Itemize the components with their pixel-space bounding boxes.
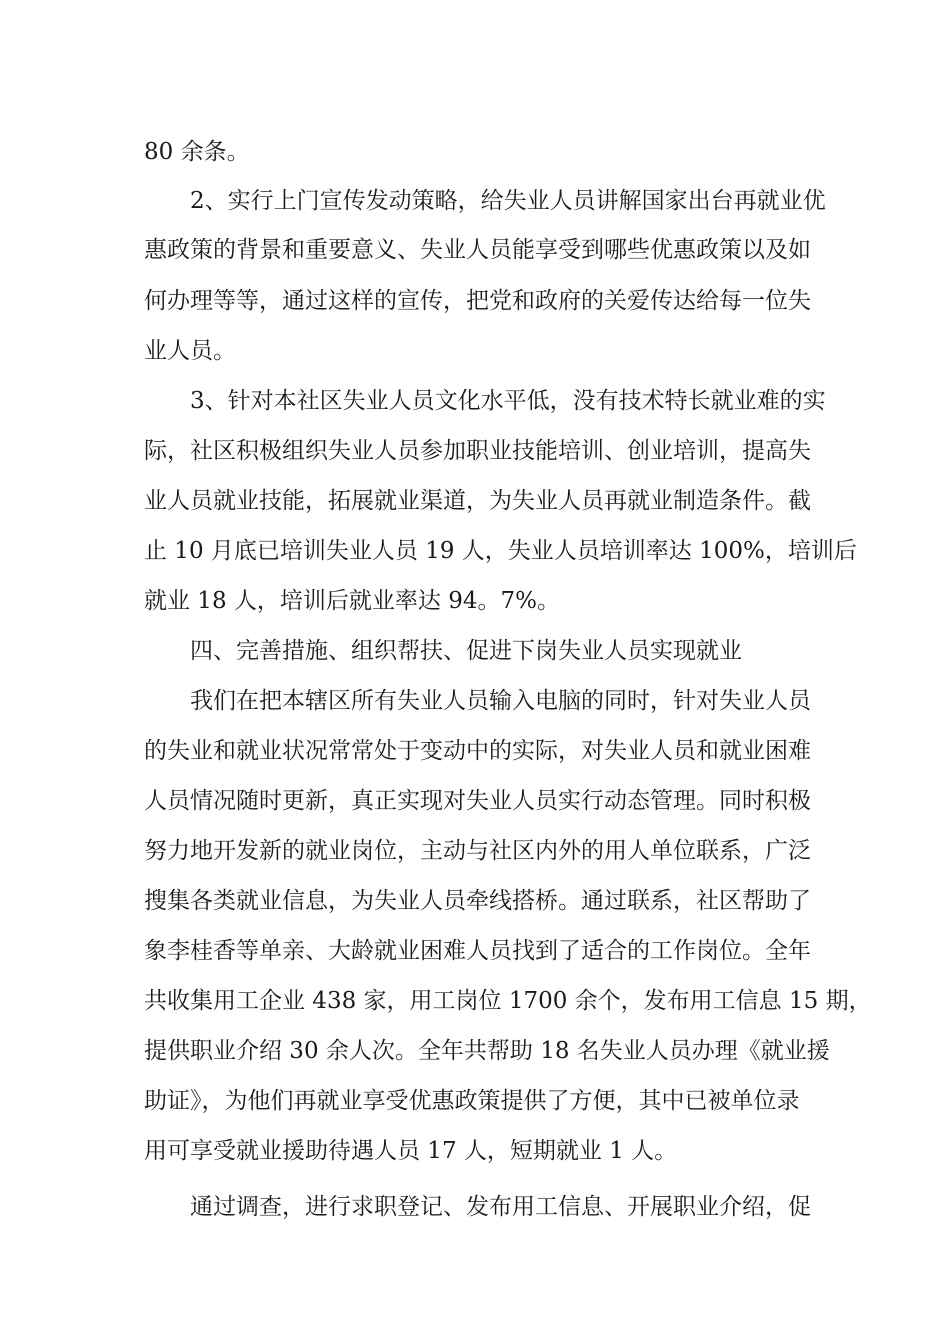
text-line: 业人员就业技能，拓展就业渠道，为失业人员再就业制造条件。截 bbox=[144, 488, 811, 514]
text-line: 何办理等等，通过这样的宣传，把党和政府的关爱传达给每一位失 bbox=[144, 288, 811, 314]
text-line: 人员情况随时更新，真正实现对失业人员实行动态管理。同时积极 bbox=[144, 788, 811, 814]
text-line: 提供职业介绍 30 余人次。全年共帮助 18 名失业人员办理《就业援 bbox=[144, 1038, 830, 1064]
text-line: 共收集用工企业 438 家，用工岗位 1700 余个，发布用工信息 15 期， bbox=[144, 988, 872, 1014]
text-line: 助证》，为他们再就业享受优惠政策提供了方便，其中已被单位录 bbox=[144, 1088, 800, 1114]
text-line: 惠政策的背景和重要意义、失业人员能享受到哪些优惠政策以及如 bbox=[144, 237, 811, 263]
text-line: 际，社区积极组织失业人员参加职业技能培训、创业培训，提高失 bbox=[144, 438, 811, 464]
text-line: 用可享受就业援助待遇人员 17 人，短期就业 1 人。 bbox=[144, 1138, 678, 1164]
text-line: 象李桂香等单亲、大龄就业困难人员找到了适合的工作岗位。全年 bbox=[144, 938, 811, 964]
text-line: 我们在把本辖区所有失业人员输入电脑的同时，针对失业人员 bbox=[190, 688, 811, 714]
text-line: 的失业和就业状况常常处于变动中的实际，对失业人员和就业困难 bbox=[144, 738, 811, 764]
text-line: 就业 18 人，培训后就业率达 94。7%。 bbox=[144, 588, 560, 614]
text-line: 搜集各类就业信息，为失业人员牵线搭桥。通过联系，社区帮助了 bbox=[144, 888, 811, 914]
section-heading: 四、完善措施、组织帮扶、促进下岗失业人员实现就业 bbox=[190, 638, 742, 664]
text-line: 努力地开发新的就业岗位，主动与社区内外的用人单位联系，广泛 bbox=[144, 838, 811, 864]
text-line: 通过调查，进行求职登记、发布用工信息、开展职业介绍，促 bbox=[190, 1194, 811, 1220]
text-line: 止 10 月底已培训失业人员 19 人，失业人员培训率达 100%，培训后 bbox=[144, 538, 857, 564]
text-line: 2、实行上门宣传发动策略，给失业人员讲解国家出台再就业优 bbox=[190, 188, 826, 214]
text-line: 80 余条。 bbox=[144, 139, 250, 165]
text-line: 3、针对本社区失业人员文化水平低，没有技术特长就业难的实 bbox=[190, 388, 826, 414]
text-line: 业人员。 bbox=[144, 338, 236, 364]
